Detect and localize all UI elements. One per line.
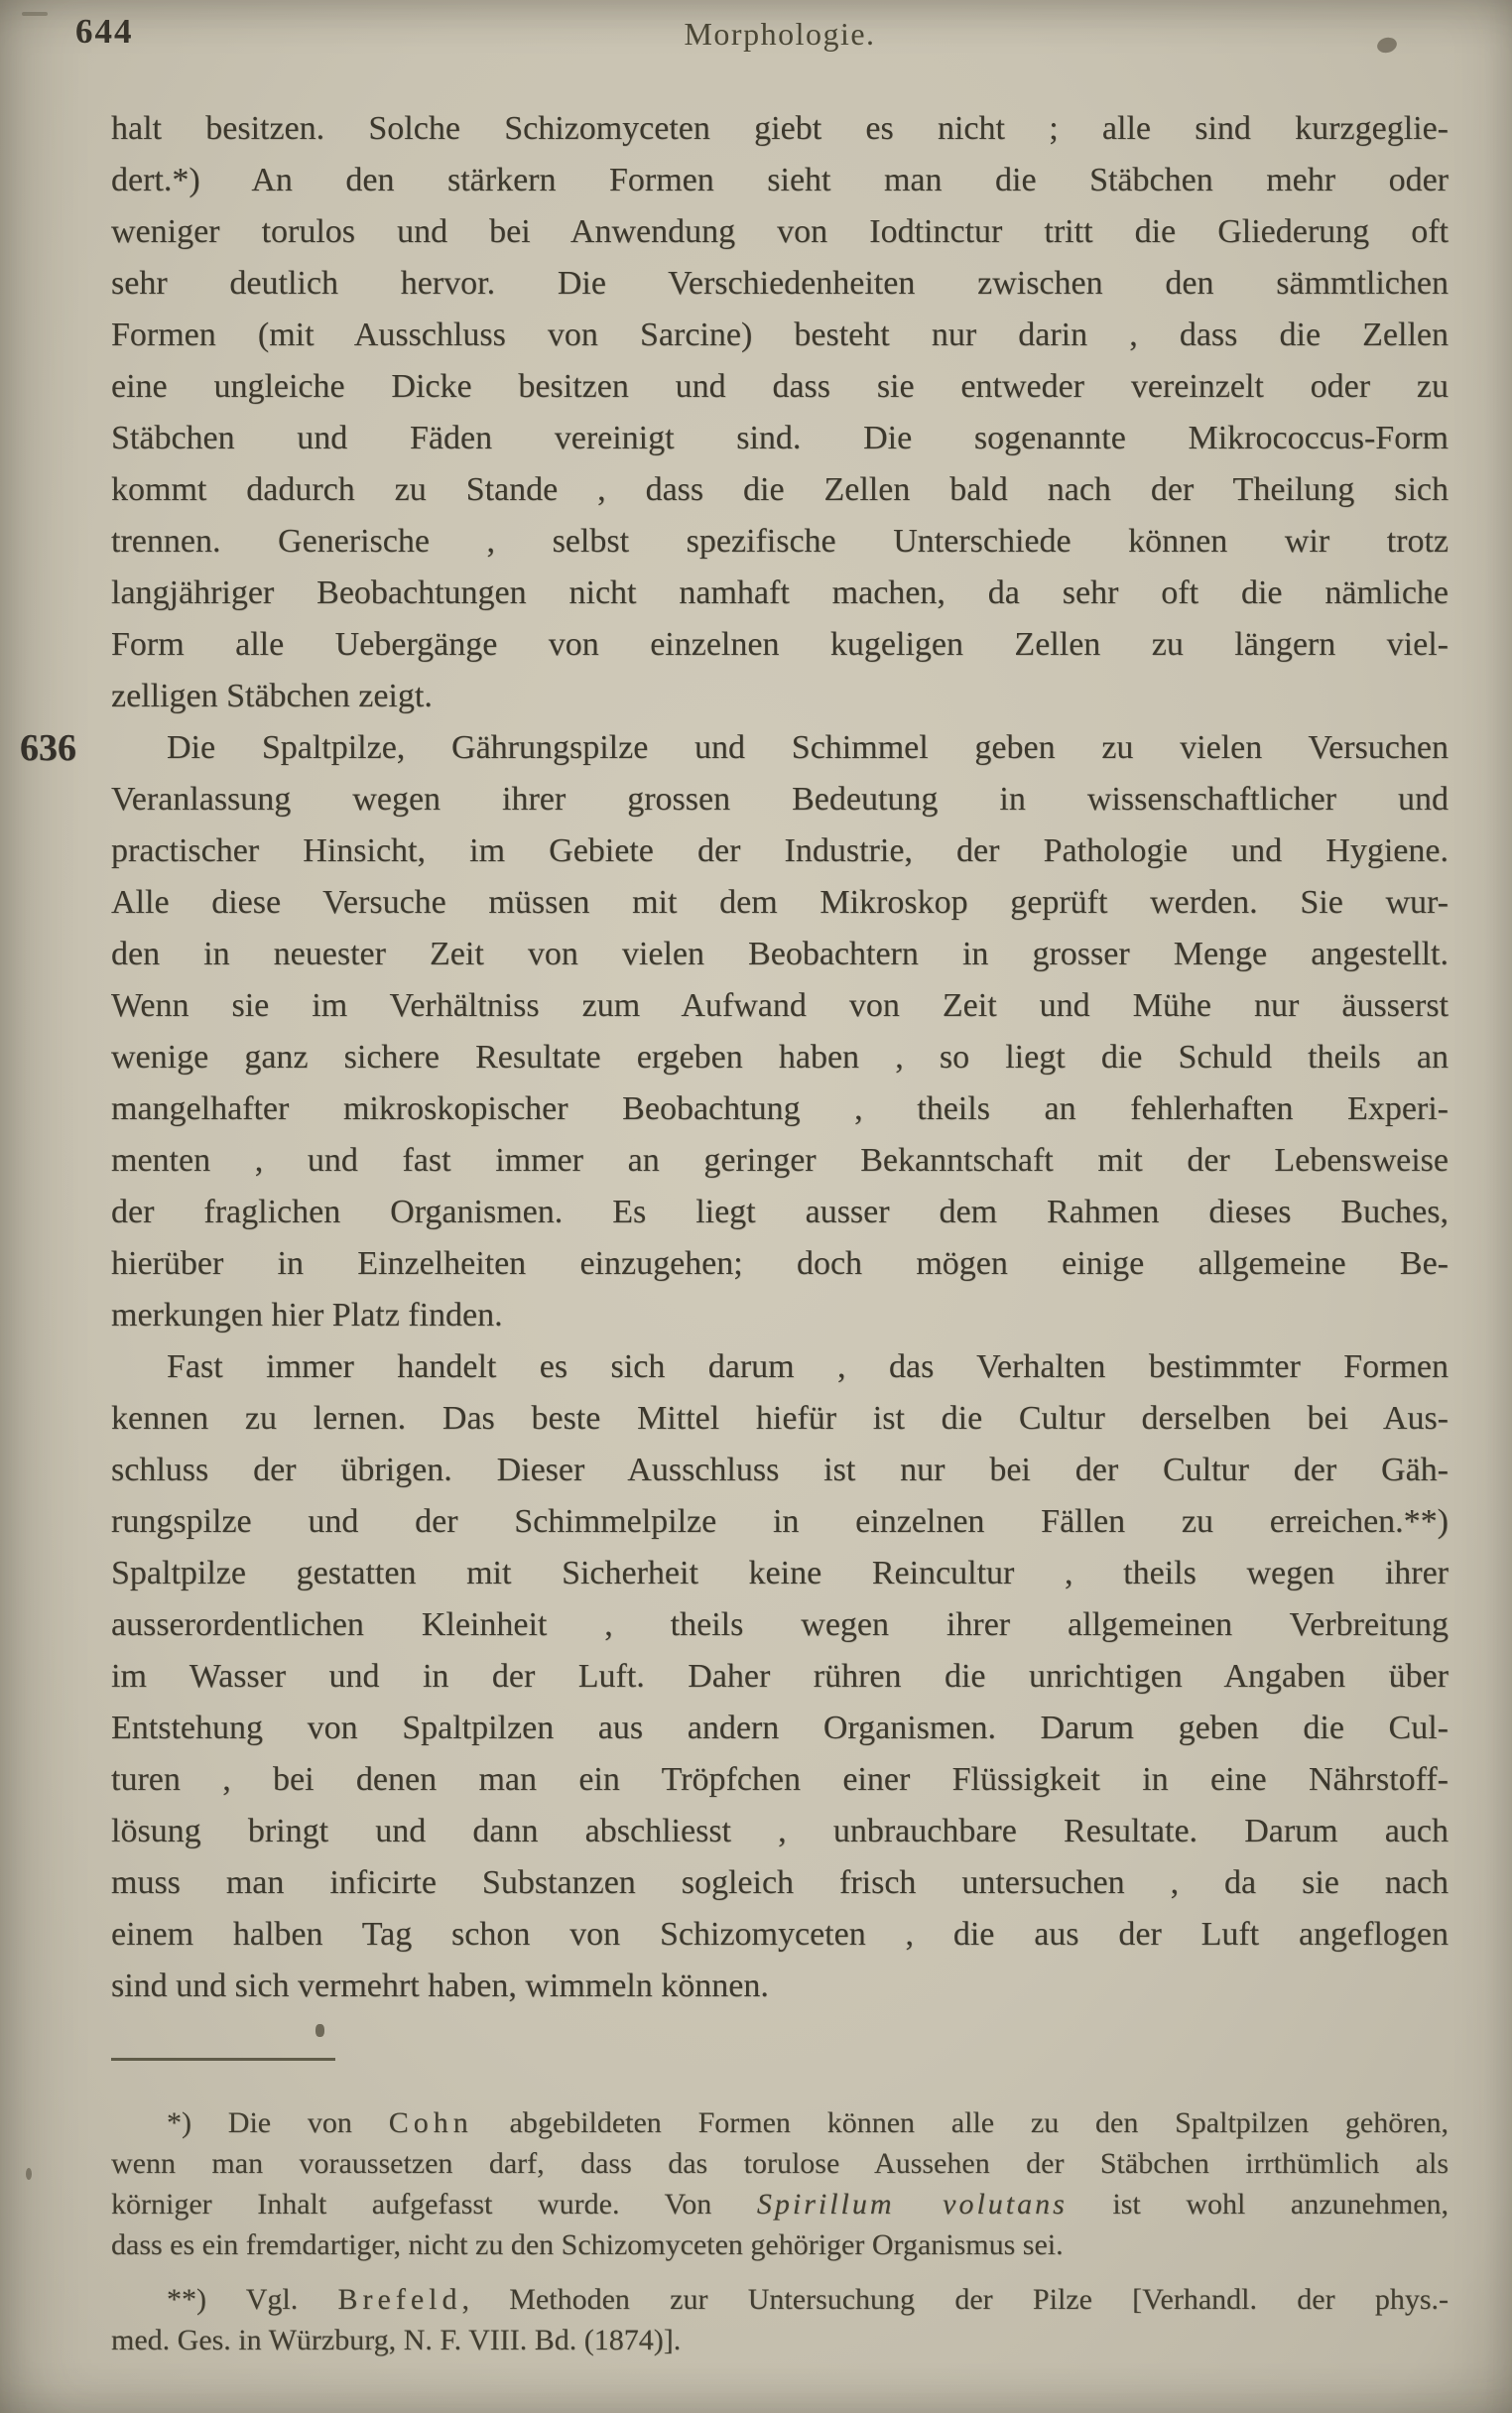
- footnote-text: , Methoden zur Untersuchung der Pilze [Verhandl. der phys.-: [461, 2283, 1449, 2316]
- footnote-text: körniger Inhalt aufgefasst wurde. Von: [111, 2188, 757, 2221]
- footnote-line: [111, 2184, 1449, 2224]
- text-line: zelligen Stäbchen zeigt.: [111, 678, 433, 714]
- text-line: rungspilze und der Schimmelpilze in einzelnen Fällen zu erreichen.**): [111, 1503, 1449, 1540]
- text-line: ausserordentlichen Kleinheit , theils wegen ihrer allgemeinen Verbreitung: [111, 1606, 1449, 1643]
- footnote-text: abgebildeten Formen können alle zu den Spaltpilzen gehören,: [472, 2106, 1449, 2139]
- text-line: muss man inficirte Substanzen sogleich frisch untersuchen , da sie nach: [111, 1864, 1449, 1901]
- running-title: Morphologie.: [684, 16, 876, 52]
- ink-speck: [26, 2168, 32, 2180]
- text-line: wenige ganz sichere Resultate ergeben haben , so liegt die Schuld theils an: [111, 1039, 1449, 1076]
- person-name: Brefeld: [337, 2283, 462, 2316]
- text-line: Form alle Uebergänge von einzelnen kugeligen Zellen zu längern viel-: [111, 626, 1449, 663]
- footnote-text: *) Die von: [167, 2106, 389, 2139]
- text-line: menten , und fast immer an geringer Bekanntschaft mit der Lebensweise: [111, 1142, 1449, 1179]
- text-line: trennen. Generische , selbst spezifische Unterschiede können wir trotz: [111, 523, 1449, 560]
- footnote-line: dass es ein fremdartiger, nicht zu den Schizomyceten gehöriger Organismus sei.: [111, 2228, 1064, 2261]
- text-line: dert.*) An den stärkern Formen sieht man die Stäbchen mehr oder: [111, 162, 1449, 198]
- text-line: hierüber in Einzelheiten einzugehen; doch mögen einige allgemeine Be-: [111, 1245, 1449, 1282]
- text-line: kommt dadurch zu Stande , dass die Zellen bald nach der Theilung sich: [111, 471, 1449, 508]
- species-name: Spirillum volutans: [756, 2188, 1068, 2221]
- ink-speck: [315, 2024, 324, 2037]
- person-name: Cohn: [388, 2106, 473, 2139]
- text-line: eine ungleiche Dicke besitzen und dass sie entweder vereinzelt oder zu: [111, 368, 1449, 405]
- page-body: [20, 103, 1449, 2012]
- text-line: Fast immer handelt es sich darum , das Verhalten bestimmter Formen: [167, 1348, 1449, 1385]
- page-content: [20, 0, 1449, 2360]
- footnotes: [111, 2102, 1449, 2360]
- text-line: weniger torulos und bei Anwendung von Iodtinctur tritt die Gliederung oft: [111, 213, 1449, 250]
- section-number: 636: [20, 727, 76, 769]
- text-line: sehr deutlich hervor. Die Verschiedenheiten zwischen den sämmtlichen: [111, 265, 1449, 302]
- footnote-1: [111, 2102, 1449, 2265]
- page-number: 644: [75, 12, 134, 51]
- text-line: im Wasser und in der Luft. Daher rühren die unrichtigen Angaben über: [111, 1658, 1449, 1695]
- ink-speck: [22, 12, 48, 16]
- text-line: merkungen hier Platz finden.: [111, 1297, 503, 1334]
- text-line: Formen (mit Ausschluss von Sarcine) besteht nur darin , dass die Zellen: [111, 317, 1449, 353]
- text-line: einem halben Tag schon von Schizomyceten , die aus der Luft angeflogen: [111, 1916, 1449, 1953]
- text-line: mangelhafter mikroskopischer Beobachtung , theils an fehlerhaften Experi-: [111, 1090, 1449, 1127]
- paragraph-3: [111, 1341, 1449, 2012]
- text-line: practischer Hinsicht, im Gebiete der Industrie, der Pathologie und Hygiene.: [111, 832, 1449, 869]
- text-line: der fraglichen Organismen. Es liegt ausser dem Rahmen dieses Buches,: [111, 1194, 1449, 1230]
- text-line: Veranlassung wegen ihrer grossen Bedeutung in wissenschaftlicher und: [111, 781, 1449, 818]
- text-line: Spaltpilze gestatten mit Sicherheit keine Reincultur , theils wegen ihrer: [111, 1555, 1449, 1591]
- text-line: halt besitzen. Solche Schizomyceten giebt es nicht ; alle sind kurzgeglie-: [111, 110, 1449, 147]
- text-line: turen , bei denen man ein Tröpfchen einer Flüssigkeit in eine Nährstoff-: [111, 1761, 1449, 1798]
- text-line: Wenn sie im Verhältniss zum Aufwand von Zeit und Mühe nur äusserst: [111, 987, 1449, 1024]
- text-line: kennen zu lernen. Das beste Mittel hiefür ist die Cultur derselben bei Aus-: [111, 1400, 1449, 1437]
- text-line: lösung bringt und dann abschliesst , unbrauchbare Resultate. Darum auch: [111, 1813, 1449, 1849]
- footnote-text: **) Vgl.: [167, 2283, 338, 2316]
- text-line: den in neuester Zeit von vielen Beobachtern in grosser Menge angestellt.: [111, 936, 1449, 972]
- paragraph-2: [20, 722, 1449, 1341]
- footnote-line: [111, 2279, 1449, 2320]
- text-line: Alle diese Versuche müssen mit dem Mikroskop geprüft werden. Sie wur-: [111, 884, 1449, 921]
- footnote-line: med. Ges. in Würzburg, N. F. VIII. Bd. (1874)].: [111, 2324, 682, 2356]
- running-header: [75, 0, 1449, 69]
- text-line: schluss der übrigen. Dieser Ausschluss ist nur bei der Cultur der Gäh-: [111, 1452, 1449, 1488]
- footnote-line: wenn man voraussetzen darf, dass das torulose Aussehen der Stäbchen irrthümlich als: [111, 2147, 1449, 2180]
- footnote-line: [111, 2102, 1449, 2143]
- text-line: Stäbchen und Fäden vereinigt sind. Die sogenannte Mikrococcus-Form: [111, 420, 1449, 456]
- paragraph-1: [111, 103, 1449, 722]
- text-line: sind und sich vermehrt haben, wimmeln können.: [111, 1968, 769, 2004]
- footnote-text: ist wohl anzunehmen,: [1067, 2188, 1449, 2221]
- text-line: Entstehung von Spaltpilzen aus andern Organismen. Darum geben die Cul-: [111, 1710, 1449, 1746]
- footnote-separator: [111, 2058, 335, 2061]
- paragraph-2-lines: [111, 722, 1449, 1341]
- text-line: langjähriger Beobachtungen nicht namhaft machen, da sehr oft die nämliche: [111, 574, 1449, 611]
- text-line: Die Spaltpilze, Gährungspilze und Schimmel geben zu vielen Versuchen: [167, 729, 1449, 766]
- footnote-2: [111, 2279, 1449, 2360]
